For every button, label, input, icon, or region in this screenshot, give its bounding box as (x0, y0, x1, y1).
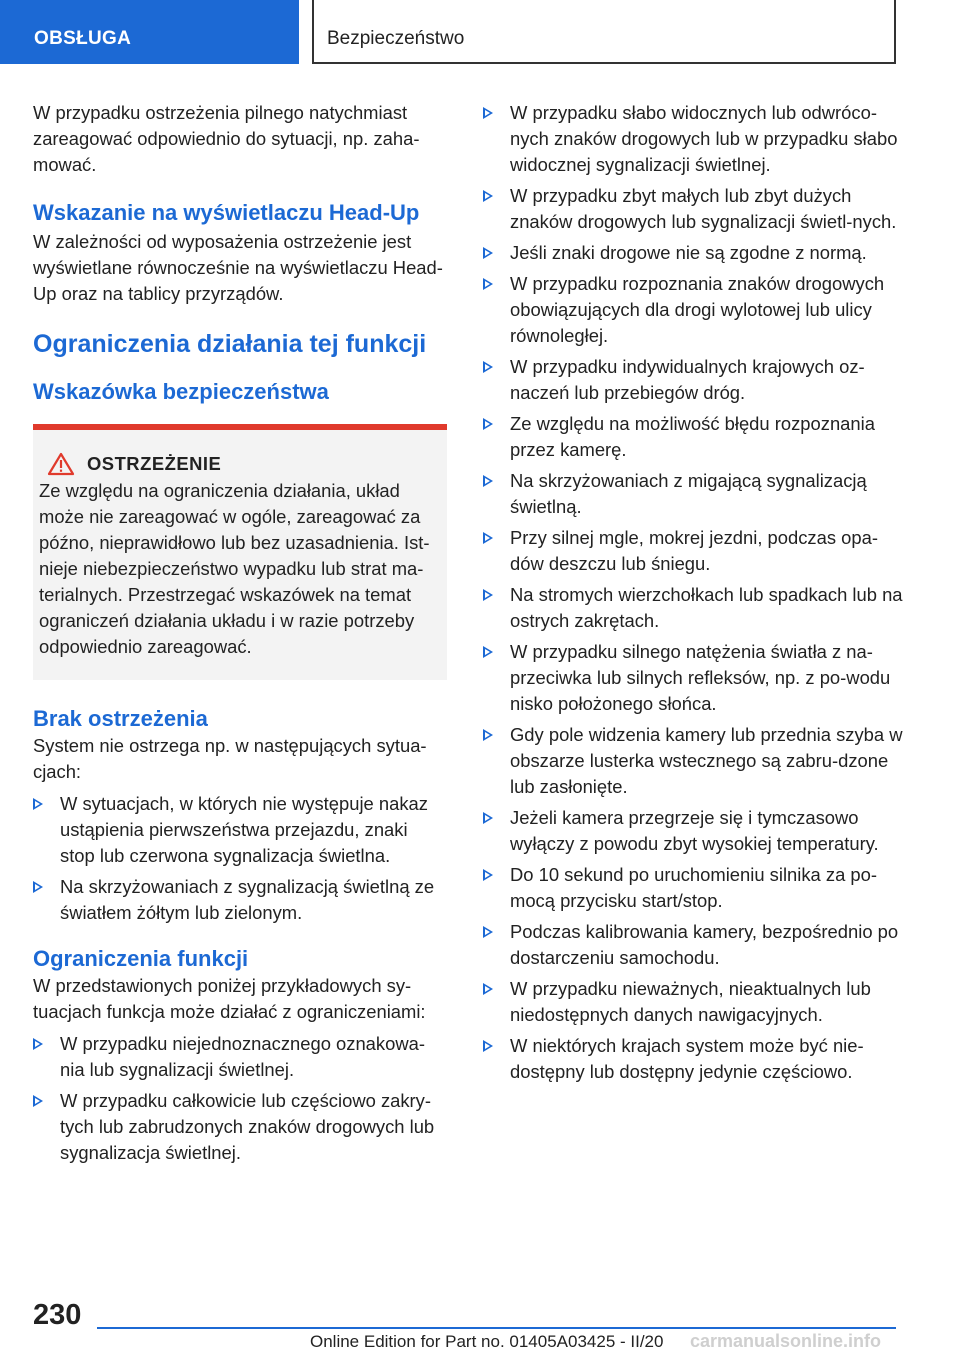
no-warning-paragraph: System nie ostrzega np. w następujących sytua-cjach: (33, 735, 427, 782)
list-item: W przypadku słabo widocznych lub odwróco-nych znaków drogowych lub w przypadku słabo widocznej sygnalizacji świetlnej. (483, 100, 903, 178)
section-tab: OBSŁUGA (0, 0, 299, 64)
footer-divider (97, 1327, 896, 1329)
triangle-bullet-icon (33, 798, 43, 810)
list-item: W niektórych krajach system może być nie-dostępny lub dostępny jedynie częściowo. (483, 1033, 903, 1085)
list-item: W przypadku nieważnych, nieaktualnych lub niedostępnych danych nawigacyjnych. (483, 976, 903, 1028)
list-item: Ze względu na możliwość błędu rozpoznania przez kamerę. (483, 411, 903, 463)
warning-header (39, 452, 441, 476)
list-item: Jeśli znaki drogowe nie są zgodne z normą. (483, 240, 903, 266)
triangle-bullet-icon (483, 475, 493, 487)
warning-box (33, 424, 447, 680)
triangle-bullet-icon (483, 589, 493, 601)
triangle-bullet-icon (33, 881, 43, 893)
triangle-bullet-icon (33, 1038, 43, 1050)
list-item: Jeżeli kamera przegrzeje się i tymczasowo wyłączy z powodu zbyt wysokiej temperatury. (483, 805, 903, 857)
triangle-bullet-icon (483, 532, 493, 544)
page-number: 230 (33, 1299, 82, 1331)
left-column (33, 100, 447, 1171)
list-item: W przypadku silnego natężenia światła z na-przeciwka lub silnych refleksów, np. z po-wodu nisko położonego słońca. (483, 639, 903, 717)
triangle-bullet-icon (483, 418, 493, 430)
triangle-bullet-icon (483, 278, 493, 290)
list-item: W sytuacjach, w których nie występuje nakaz ustąpienia pierwszeństwa przejazdu, znaki stop lub czerwona sygnalizacja świetlna. (33, 791, 447, 869)
list-item: W przypadku niejednoznacznego oznakowa-nia lub sygnalizacji świetlnej. (33, 1031, 447, 1083)
edition-note: Online Edition for Part no. 01405A03425 - II/20 (310, 1332, 664, 1351)
list-item: Gdy pole widzenia kamery lub przednia szyba w obszarze lusterka wstecznego są zabru-dzone lub zasłonięte. (483, 722, 903, 800)
page-header (0, 0, 960, 66)
list-item: Na skrzyżowaniach z migającą sygnalizacją świetlną. (483, 468, 903, 520)
list-item: Na skrzyżowaniach z sygnalizacją świetlną ze światłem żółtym lub zielonym. (33, 874, 447, 926)
triangle-bullet-icon (483, 729, 493, 741)
no-warning-list (33, 791, 447, 926)
triangle-bullet-icon (483, 926, 493, 938)
triangle-bullet-icon (483, 361, 493, 373)
list-item: W przypadku indywidualnych krajowych oz-naczeń lub przebiegów dróg. (483, 354, 903, 406)
list-item: Przy silnej mgle, mokrej jezdni, podczas opa-dów deszczu lub śniegu. (483, 525, 903, 577)
triangle-bullet-icon (483, 812, 493, 824)
triangle-bullet-icon (483, 983, 493, 995)
triangle-bullet-icon (483, 190, 493, 202)
hud-paragraph: W zależności od wyposażenia ostrzeżenie jest wyświetlane równocześnie na wyświetlaczu Head-Up oraz na tablicy przyrządów. (33, 231, 443, 304)
list-item: W przypadku zbyt małych lub zbyt dużych znaków drogowych lub sygnalizacji świetl-nych. (483, 183, 903, 235)
no-warning-heading: Brak ostrzeżenia (33, 706, 208, 731)
triangle-bullet-icon (33, 1095, 43, 1107)
triangle-bullet-icon (483, 1040, 493, 1052)
safety-heading: Wskazówka bezpieczeństwa (33, 379, 329, 404)
limitation-list (483, 100, 903, 1085)
list-item: Na stromych wierzchołkach lub spadkach lub na ostrych zakrętach. (483, 582, 903, 634)
list-item: W przypadku całkowicie lub częściowo zakry-tych lub zabrudzonych znaków drogowych lub sygnalizacja świetlnej. (33, 1088, 447, 1166)
list-item: Do 10 sekund po uruchomieniu silnika za po-mocą przycisku start/stop. (483, 862, 903, 914)
function-limits-paragraph: W przedstawionych poniżej przykładowych sy-tuacjach funkcja może działać z ograniczeniami: (33, 975, 426, 1022)
chapter-title: Bezpieczeństwo (312, 0, 896, 64)
right-column (483, 100, 903, 1090)
list-item: Podczas kalibrowania kamery, bezpośrednio po dostarczeniu samochodu. (483, 919, 903, 971)
triangle-bullet-icon (483, 646, 493, 658)
intro-paragraph: W przypadku ostrzeżenia pilnego natychmiast zareagować odpowiednio do sytuacji, np. zaha-mować. (33, 102, 420, 175)
warning-triangle-icon (47, 452, 75, 476)
warning-text: Ze względu na ograniczenia działania, układ może nie zareagować w ogóle, zareagować za późno, nieprawidłowo lub bez uzasadnienia. Ist-nieje niebezpieczeństwo wypadku lub strat ma-terialnych. Przestrzegać wskazówek na temat ograniczeń działania układu i w razie potrzeby odpowiednio zareagować. (39, 480, 430, 657)
list-item: W przypadku rozpoznania znaków drogowych obowiązujących dla drogi wylotowej lub ulicy równoległej. (483, 271, 903, 349)
function-limits-heading: Ograniczenia funkcji (33, 946, 249, 971)
limits-heading: Ograniczenia działania tej funkcji (33, 330, 427, 358)
warning-title: OSTRZEŻENIE (87, 453, 222, 474)
hud-heading: Wskazanie na wyświetlaczu Head-Up (33, 200, 420, 225)
watermark: carmanualsonline.info (690, 1331, 882, 1351)
triangle-bullet-icon (483, 869, 493, 881)
triangle-bullet-icon (483, 107, 493, 119)
triangle-bullet-icon (483, 247, 493, 259)
function-limits-list (33, 1031, 447, 1166)
